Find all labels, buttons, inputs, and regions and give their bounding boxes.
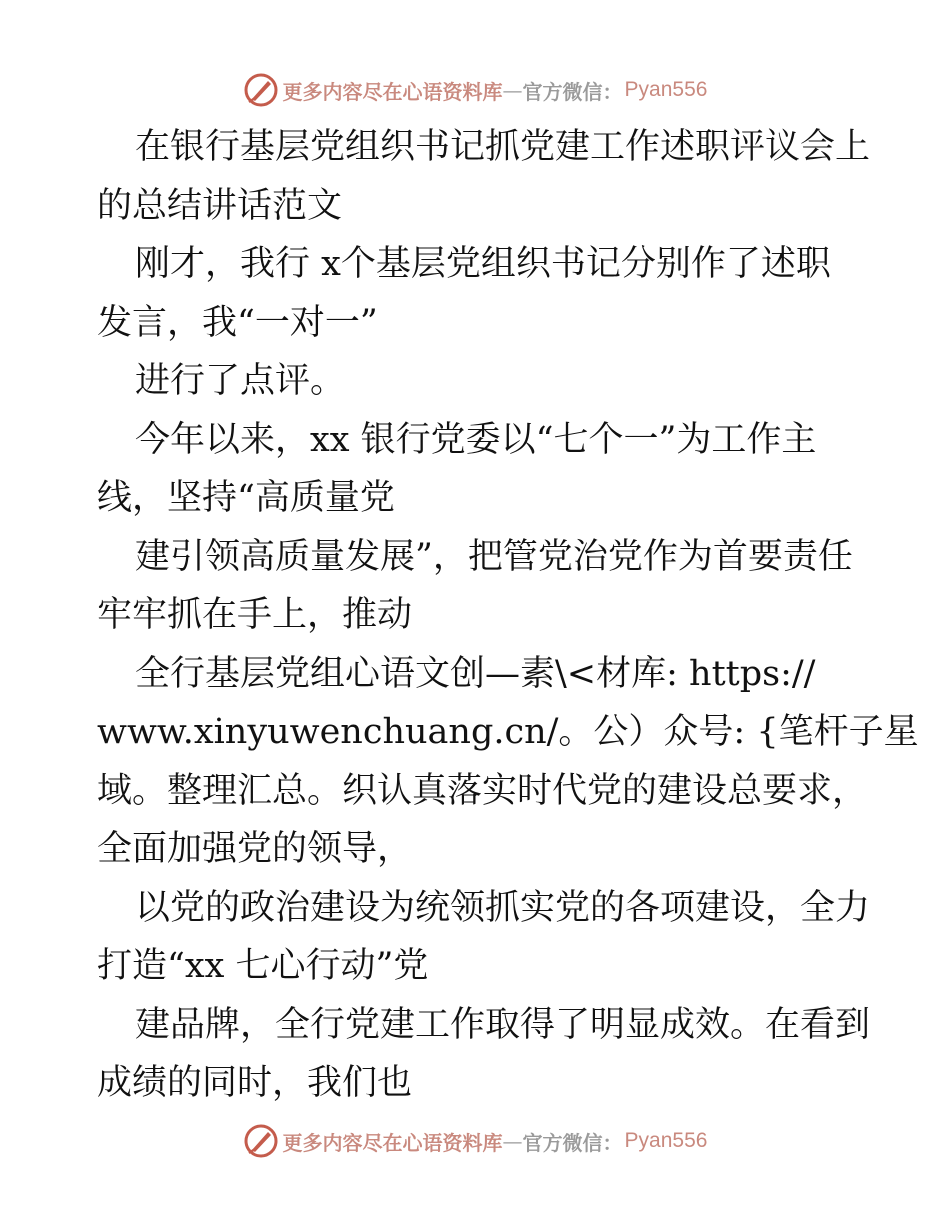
document-body xyxy=(97,118,919,1113)
paragraph-line: 建引领高质量发展”，把管党治党作为首要责任 xyxy=(135,536,853,577)
paragraph-line: 牢牢抓在手上，推动 xyxy=(97,595,413,635)
document-title-line-1: 在银行基层党组织书记抓党建工作述职评议会上 xyxy=(135,127,871,167)
quill-pen-logo-icon xyxy=(243,1123,279,1159)
paragraph-line: 打造“xx 七心行动”党 xyxy=(97,946,429,986)
paragraph-line: www.xinyuwenchuang.cn/。公）众号: {笔杆子星 xyxy=(97,712,919,752)
paragraph-line: 以党的政治建设为统领抓实党的各项建设，全力 xyxy=(135,887,871,928)
paragraph-line: 全面加强党的领导， xyxy=(97,829,413,869)
banner-main-text: 更多内容尽在心语资料库 xyxy=(282,79,503,104)
banner-separator: — xyxy=(502,78,523,102)
paragraph-line: 发言，我“一对一” xyxy=(97,302,378,343)
paragraph-line: 刚才，我行 x个基层党组织书记分别作了述职 xyxy=(135,244,831,284)
paragraph-line: 域。整理汇总。织认真落实时代党的建设总要求， xyxy=(97,770,868,811)
paragraph-line: 线，坚持“高质量党 xyxy=(97,478,395,518)
banner-wechat-id: Pyan556 xyxy=(624,1129,708,1152)
banner-wechat-id: Pyan556 xyxy=(624,78,708,101)
quill-pen-logo-icon xyxy=(243,72,279,108)
header-watermark-banner xyxy=(0,70,950,110)
paragraph-line: 全行基层党组心语文创—素\<材库: https:// xyxy=(135,653,816,694)
banner-main-text: 更多内容尽在心语资料库 xyxy=(282,1130,503,1155)
paragraph-line: 进行了点评。 xyxy=(135,361,346,401)
banner-separator: — xyxy=(502,1129,523,1153)
banner-wechat-label: 官方微信： xyxy=(522,79,623,104)
banner-wechat-label: 官方微信： xyxy=(522,1130,623,1155)
footer-watermark-banner xyxy=(0,1121,950,1161)
paragraph-line: 今年以来，xx 银行党委以“七个一”为工作主 xyxy=(135,419,817,460)
paragraph-line: 建品牌，全行党建工作取得了明显成效。在看到 xyxy=(135,1004,871,1045)
document-title-line-2: 的总结讲话范文 xyxy=(97,185,343,226)
paragraph-line: 成绩的同时，我们也 xyxy=(97,1063,413,1103)
